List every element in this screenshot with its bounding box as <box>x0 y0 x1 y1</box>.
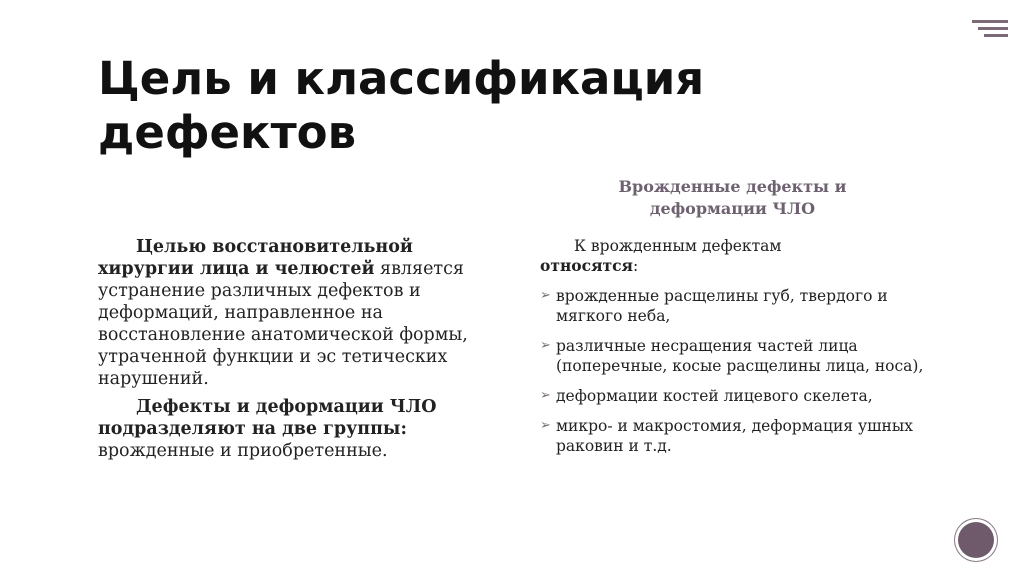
left-paragraph-2 <box>98 396 498 462</box>
list-item-text: врожденные расщелины губ, твердого и мягкого неба, <box>556 287 888 325</box>
list-item <box>540 286 940 326</box>
list-item <box>540 336 940 376</box>
slide-title-line2: дефектов <box>98 106 357 159</box>
arrow-bullet-icon: ➢ <box>540 288 551 303</box>
list-item <box>540 416 940 456</box>
slide-number-badge <box>958 522 994 558</box>
accent-bar <box>984 34 1008 37</box>
right-section-heading: Врожденные дефекты и деформации ЧЛО <box>618 177 847 218</box>
arrow-bullet-icon: ➢ <box>540 418 551 433</box>
decorative-accent-bars <box>972 20 1008 41</box>
slide-title-line1: Цель и классификация <box>98 52 705 105</box>
left-paragraph-1 <box>98 236 498 390</box>
arrow-bullet-icon: ➢ <box>540 388 551 403</box>
accent-bar <box>972 20 1008 23</box>
list-item <box>540 386 940 406</box>
right-intro-bold: относятся <box>540 256 634 275</box>
arrow-bullet-icon: ➢ <box>540 338 551 353</box>
slide-title <box>98 52 818 160</box>
right-text-column <box>540 236 940 466</box>
left-paragraph-1-text: является устранение различных дефектов и деформаций, направленное на восстановление анатомической формы, утраченной функции и эс тетических нарушений. <box>98 259 468 389</box>
right-intro <box>540 236 940 276</box>
left-paragraph-2-bold: Дефекты и деформации ЧЛО подразделяют на две группы: <box>98 397 437 439</box>
list-item-text: микро- и макростомия, деформация ушных раковин и т.д. <box>556 417 913 455</box>
right-intro-text: К врожденным дефектам <box>574 237 782 255</box>
list-item-text: различные несращения частей лица (поперечные, косые расщелины лица, носа), <box>556 337 924 375</box>
defects-list <box>540 286 940 456</box>
left-paragraph-1-bold: Целью восстановительной хирургии лица и челюстей <box>98 237 413 279</box>
list-item-text: деформации костей лицевого скелета, <box>556 387 873 405</box>
right-intro-colon: : <box>633 257 639 275</box>
left-text-column <box>98 236 498 468</box>
left-paragraph-2-text: врожденные и приобретенные. <box>98 441 388 461</box>
accent-bar <box>978 27 1008 30</box>
